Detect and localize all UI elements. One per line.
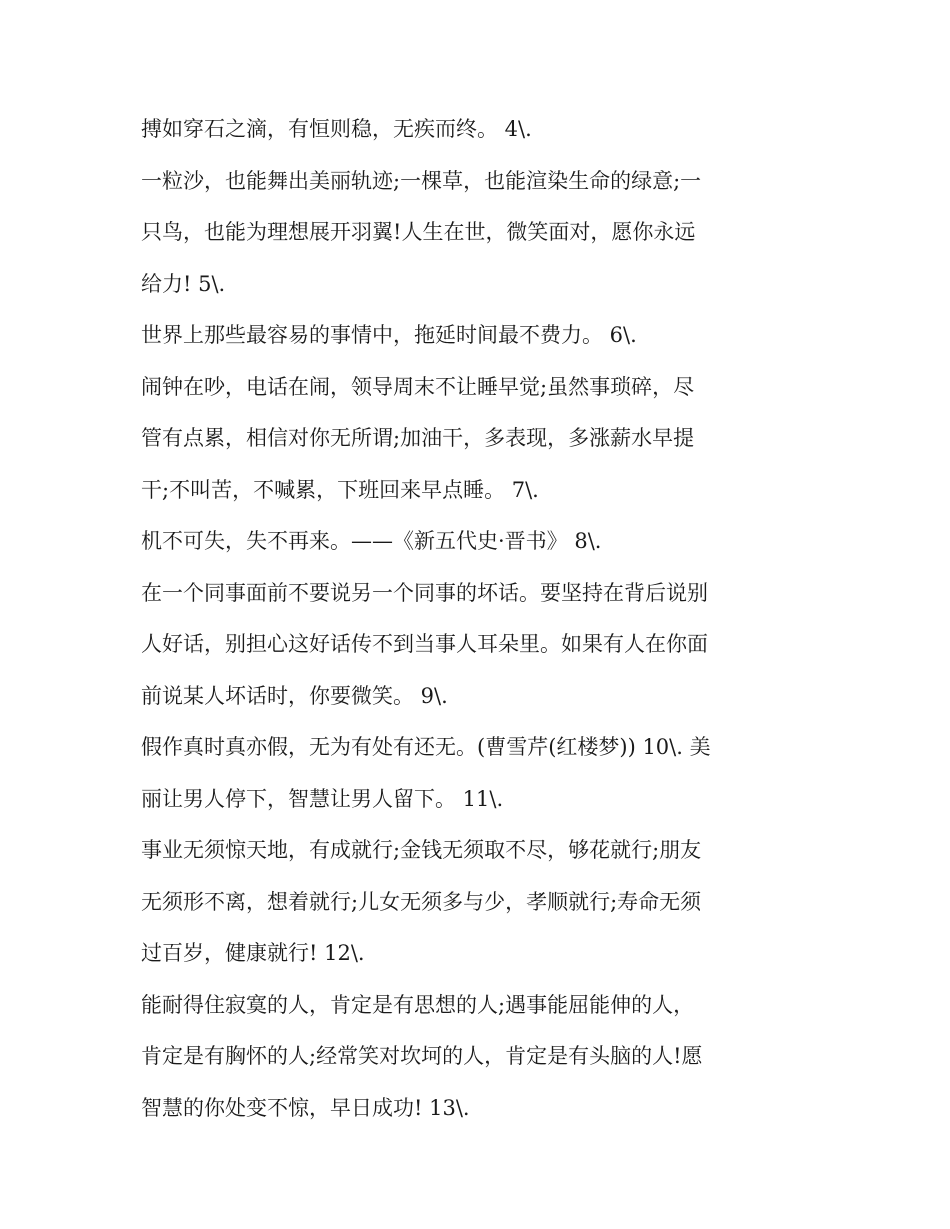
text-line: 干;不叫苦，不喊累，下班回来早点睡。 7\. xyxy=(141,477,539,502)
text-line: 智慧的你处变不惊，早日成功! 13\. xyxy=(141,1095,470,1120)
text-line: 前说某人坏话时，你要微笑。 9\. xyxy=(141,683,448,708)
text-line: 世界上那些最容易的事情中，拖延时间最不费力。 6\. xyxy=(141,323,637,347)
text-body xyxy=(141,104,821,1134)
text-line: 过百岁，健康就行! 12\. xyxy=(141,941,365,965)
text-line: 无须形不离，想着就行;儿女无须多与少，孝顺就行;寿命无须 xyxy=(141,889,702,914)
text-line: 事业无须惊天地，有成就行;金钱无须取不尽，够花就行;朋友 xyxy=(141,838,702,862)
text-line: 假作真时真亦假，无为有处有还无。(曹雪芹(红楼梦)) 10\. 美 xyxy=(141,735,711,759)
text-line: 肯定是有胸怀的人;经常笑对坎坷的人，肯定是有头脑的人!愿 xyxy=(141,1044,703,1068)
text-line: 闹钟在吵，电话在闹，领导周末不让睡早觉;虽然事琐碎，尽 xyxy=(141,374,695,399)
text-line: 只鸟，也能为理想展开羽翼!人生在世，微笑面对，愿你永远 xyxy=(141,220,696,244)
text-line: 能耐得住寂寞的人，肯定是有思想的人;遇事能屈能伸的人， xyxy=(141,992,695,1017)
text-line: 丽让男人停下，智慧让男人留下。 11\. xyxy=(141,786,504,811)
text-line: 给力! 5\. xyxy=(141,271,226,296)
text-line: 机不可失，失不再来。——《新五代史·晋书》 8\. xyxy=(141,529,602,553)
text-line: 管有点累，相信对你无所谓;加油干，多表现，多涨薪水早提 xyxy=(141,426,695,450)
text-line: 一粒沙，也能舞出美丽轨迹;一棵草，也能渲染生命的绿意;一 xyxy=(141,168,702,193)
text-line: 在一个同事面前不要说另一个同事的坏话。要坚持在背后说别 xyxy=(141,580,708,605)
text-line: 搏如穿石之滴，有恒则稳，无疾而终。 4\. xyxy=(141,117,532,141)
text-line: 人好话，别担心这好话传不到当事人耳朵里。如果有人在你面 xyxy=(141,632,708,656)
